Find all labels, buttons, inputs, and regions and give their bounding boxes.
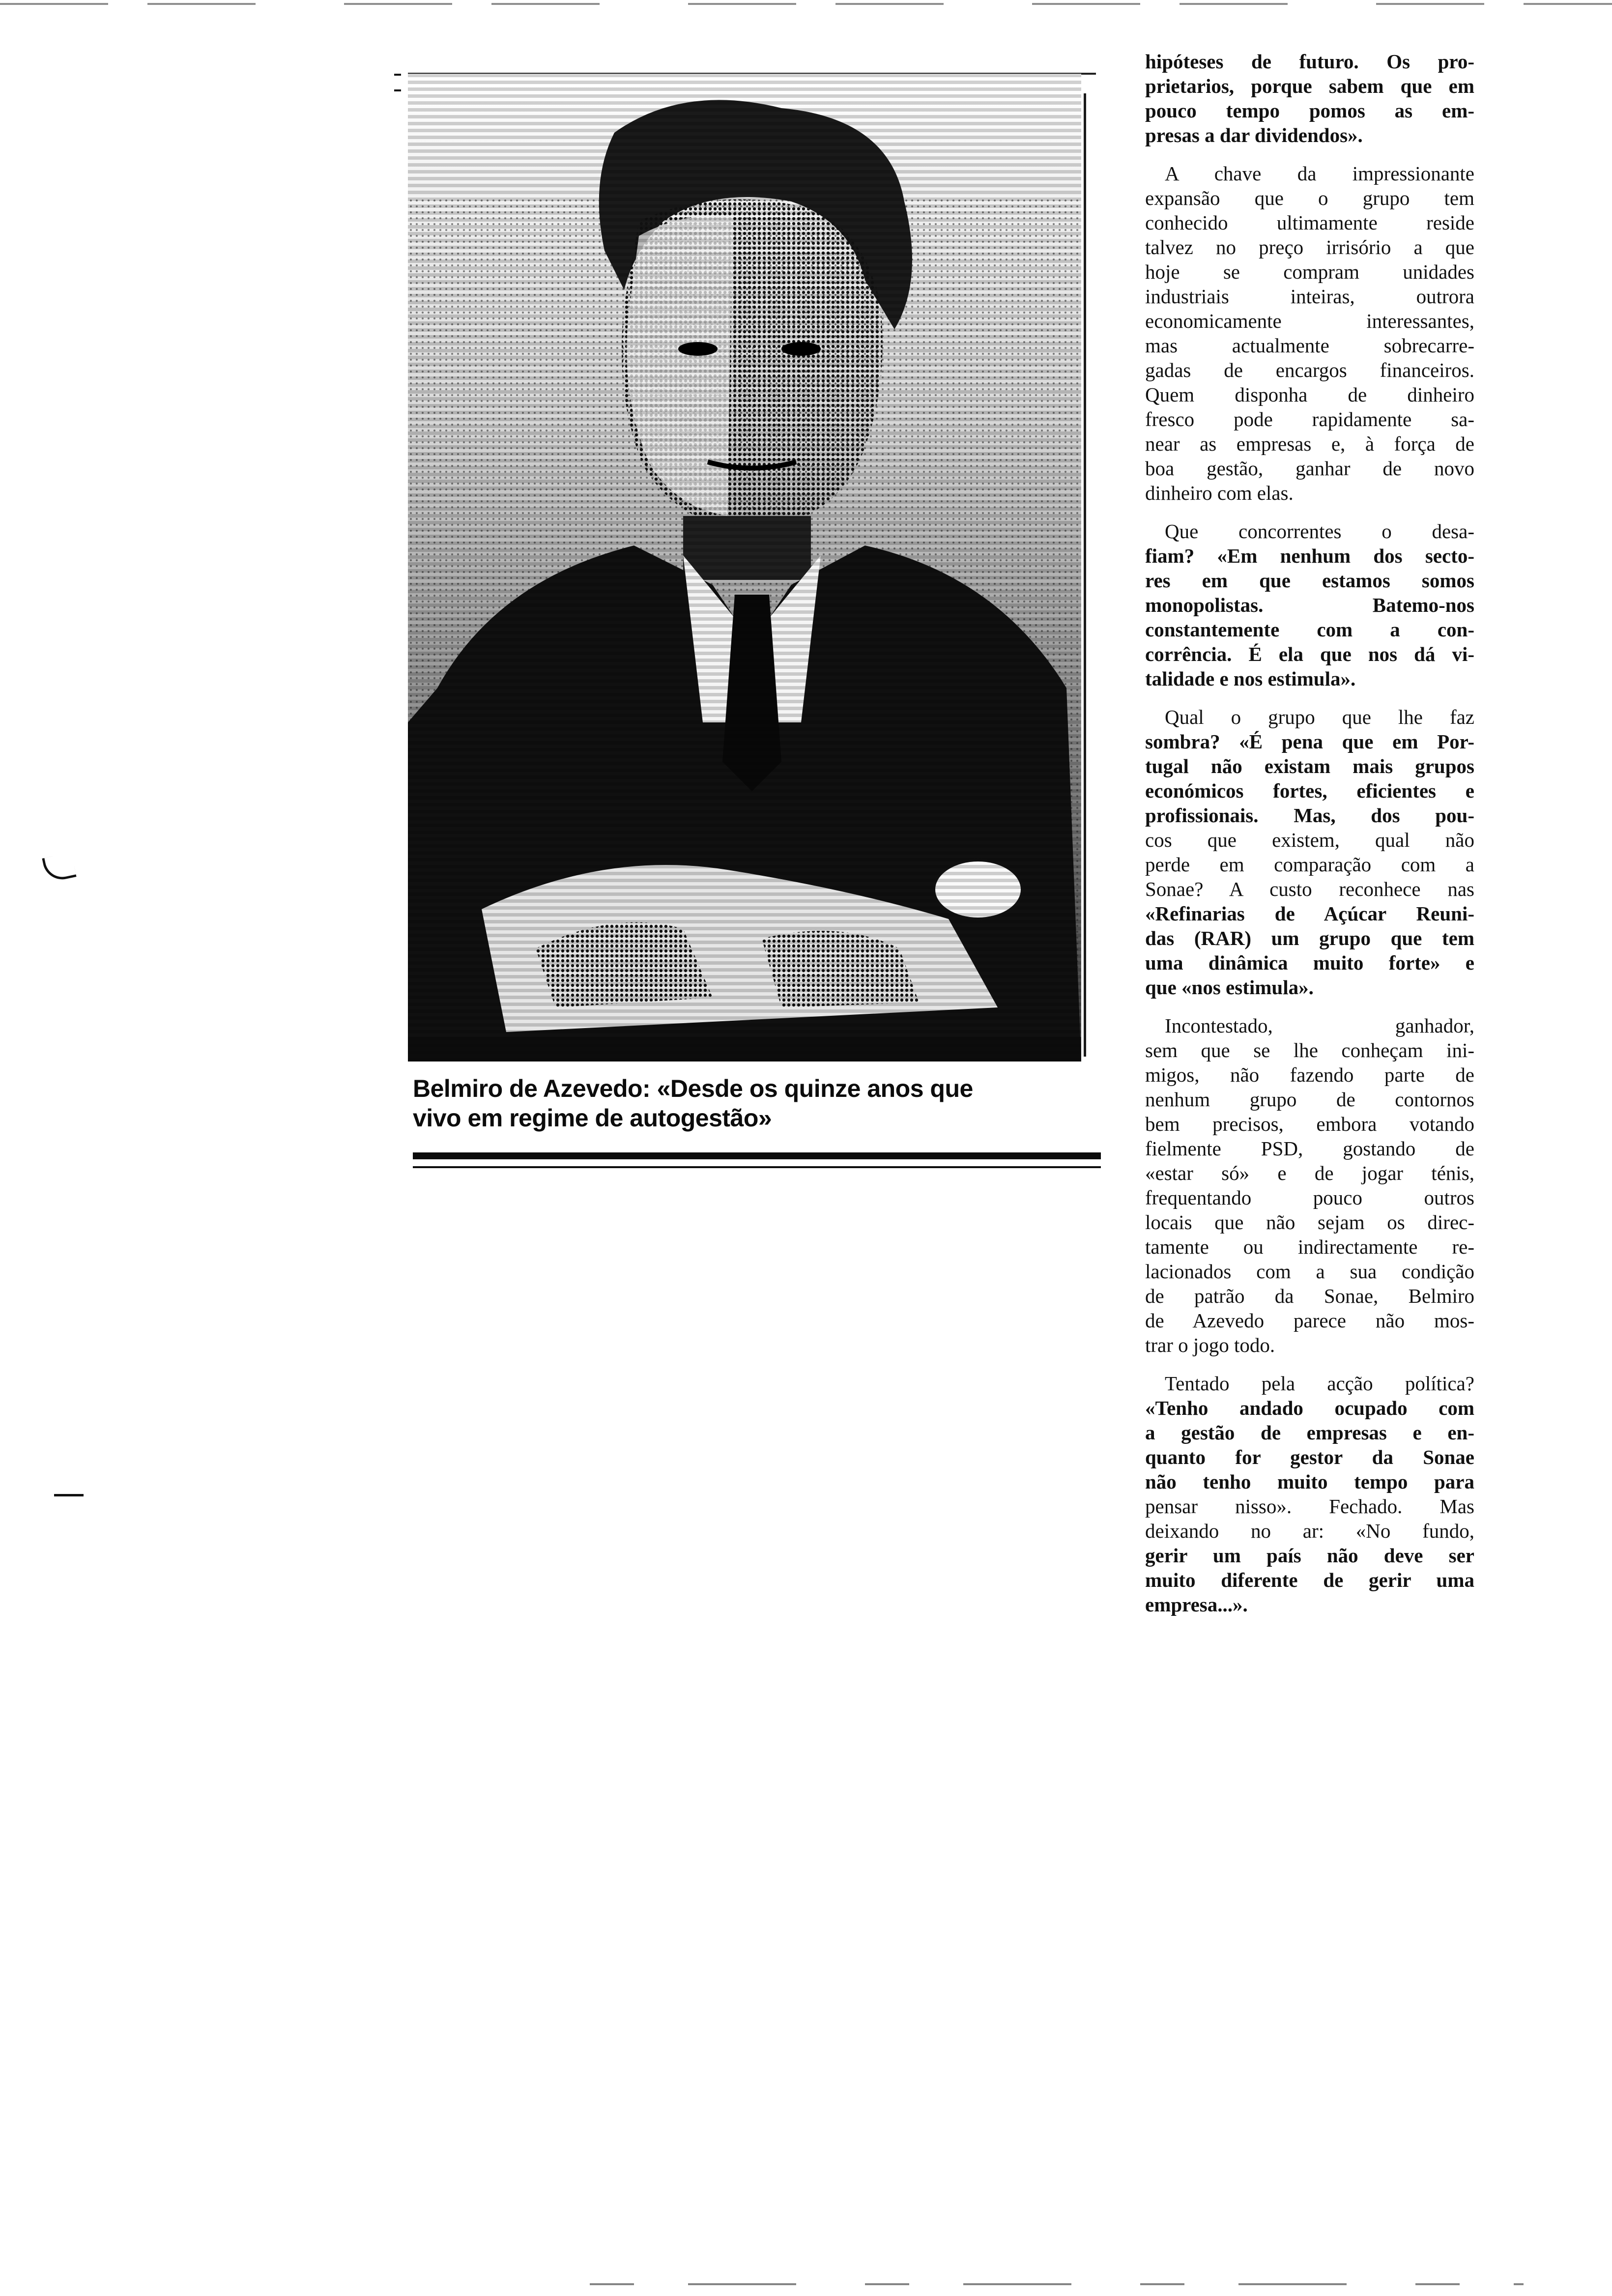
text-line: hoje se compram unidades — [1145, 260, 1474, 283]
text-line: trar o jogo todo. — [1145, 1334, 1275, 1356]
photo-corner-mark — [394, 74, 401, 91]
text-line: conhecido ultimamente reside — [1145, 211, 1474, 234]
text-line: profissionais. Mas, dos pou- — [1145, 804, 1474, 827]
text-line: nenhum grupo de contornos — [1145, 1088, 1474, 1111]
scan-margin-mark — [42, 852, 76, 883]
text-line: industriais inteiras, outrora — [1145, 285, 1474, 308]
text-line: res em que estamos somos — [1145, 569, 1474, 592]
paragraph-6 — [1145, 1371, 1474, 1617]
text-line: A chave da impressionante — [1165, 162, 1474, 185]
paragraph-5 — [1145, 1013, 1474, 1357]
text-line: constantemente com a con- — [1145, 618, 1474, 641]
text-line: gerir um país não deve ser — [1145, 1544, 1474, 1567]
text-line: que «nos estimula». — [1145, 976, 1314, 999]
scan-margin-mark — [54, 1494, 84, 1496]
text-line: expansão que o grupo tem — [1145, 187, 1474, 209]
text-line: das (RAR) um grupo que tem — [1145, 927, 1474, 949]
text-line: pensar nisso». Fechado. Mas — [1145, 1495, 1474, 1518]
photo-caption — [413, 1074, 1096, 1133]
text-line: tamente ou indirectamente re- — [1145, 1235, 1474, 1258]
text-line: de patrão da Sonae, Belmiro — [1145, 1285, 1474, 1307]
text-line: migos, não fazendo parte de — [1145, 1063, 1474, 1086]
text-line: prietarios, porque sabem que em — [1145, 75, 1474, 97]
text-line: economicamente interessantes, — [1145, 310, 1474, 332]
scan-bottom-edge — [590, 2283, 1524, 2285]
text-line: pouco tempo pomos as em- — [1145, 99, 1474, 122]
text-line: talidade e nos estimula». — [1145, 667, 1356, 690]
text-line: Quem disponha de dinheiro — [1145, 383, 1474, 406]
text-line: locais que não sejam os direc- — [1145, 1211, 1474, 1234]
text-line: empresa...». — [1145, 1593, 1248, 1616]
text-line: near as empresas e, à força de — [1145, 432, 1474, 455]
text-line: quanto for gestor da Sonae — [1145, 1446, 1474, 1468]
text-line: Sonae? A custo reconhece nas — [1145, 878, 1474, 900]
text-line: Incontestado, ganhador, — [1165, 1014, 1474, 1037]
caption-rule-thick — [413, 1152, 1101, 1159]
scan-top-edge — [0, 3, 1612, 5]
portrait-photo — [408, 74, 1081, 1062]
paragraph-1 — [1145, 49, 1474, 147]
article-column — [1145, 49, 1474, 1631]
caption-rule-thin — [413, 1166, 1101, 1168]
text-line: presas a dar dividendos». — [1145, 124, 1363, 146]
text-line: uma dinâmica muito forte» e — [1145, 951, 1474, 974]
text-line: hipóteses de futuro. Os pro- — [1145, 50, 1474, 73]
text-line: monopolistas. Batemo-nos — [1145, 594, 1474, 616]
text-line: económicos fortes, eficientes e — [1145, 779, 1474, 802]
text-line: fresco pode rapidamente sa- — [1145, 408, 1474, 430]
text-line: mas actualmente sobrecarre- — [1145, 334, 1474, 357]
text-line: muito diferente de gerir uma — [1145, 1569, 1474, 1591]
text-line: perde em comparação com a — [1145, 853, 1474, 876]
text-line: «Tenho andado ocupado com — [1145, 1397, 1474, 1419]
text-line: Que concorrentes o desa- — [1165, 520, 1474, 543]
text-line: não tenho muito tempo para — [1145, 1470, 1474, 1493]
paragraph-2 — [1145, 161, 1474, 505]
text-line: de Azevedo parece não mos- — [1145, 1309, 1474, 1332]
text-line: bem precisos, embora votando — [1145, 1113, 1474, 1135]
text-line: fielmente PSD, gostando de — [1145, 1137, 1474, 1160]
text-line: sem que se lhe conheçam ini- — [1145, 1039, 1474, 1062]
text-line: boa gestão, ganhar de novo — [1145, 457, 1474, 480]
text-line: lacionados com a sua condição — [1145, 1260, 1474, 1283]
text-line: Qual o grupo que lhe faz — [1165, 706, 1474, 728]
text-line: frequentando pouco outros — [1145, 1186, 1474, 1209]
text-line: a gestão de empresas e en- — [1145, 1421, 1474, 1444]
text-line: dinheiro com elas. — [1145, 482, 1294, 504]
text-line: fiam? «Em nenhum dos secto- — [1145, 545, 1474, 567]
text-line: deixando no ar: «No fundo, — [1145, 1520, 1474, 1542]
text-line: «Refinarias de Açúcar Reuni- — [1145, 902, 1474, 925]
text-line: talvez no preço irrisório a que — [1145, 236, 1474, 258]
text-line: gadas de encargos financeiros. — [1145, 359, 1474, 381]
text-line: Tentado pela acção política? — [1165, 1372, 1474, 1395]
text-line: «estar só» e de jogar ténis, — [1145, 1162, 1474, 1184]
text-line: sombra? «É pena que em Por- — [1145, 730, 1474, 753]
caption-line-2: vivo em regime de autogestão» — [413, 1104, 772, 1132]
photo-right-rule — [1084, 93, 1086, 1057]
caption-line-1: Belmiro de Azevedo: «Desde os quinze anos que — [413, 1075, 973, 1102]
paragraph-4 — [1145, 705, 1474, 1000]
paragraph-3 — [1145, 519, 1474, 691]
text-line: corrência. É ela que nos dá vi- — [1145, 643, 1474, 665]
text-line: tugal não existam mais grupos — [1145, 755, 1474, 777]
text-line: cos que existem, qual não — [1145, 829, 1474, 851]
